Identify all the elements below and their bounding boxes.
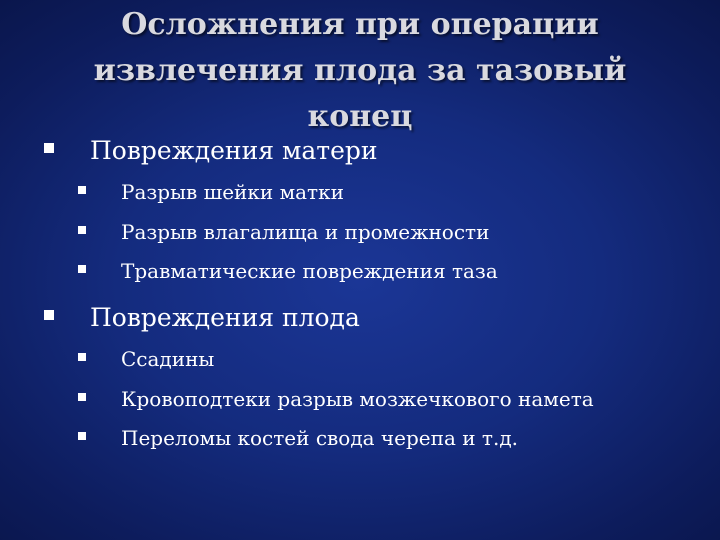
square-bullet-icon (78, 186, 86, 194)
list-item-label: Переломы костей свода черепа и т.д. (121, 425, 519, 450)
section-heading-fetus (44, 301, 360, 332)
square-bullet-icon (44, 143, 54, 153)
title-line-2: извлечения плода за тазовый (93, 53, 627, 88)
list-item-label: Ссадины (121, 346, 215, 371)
square-bullet-icon (44, 310, 54, 320)
list-item-label: Кровоподтеки разрыв мозжечкового намета (121, 386, 594, 411)
list-item (78, 178, 344, 204)
square-bullet-icon (78, 226, 86, 234)
list-item (78, 345, 214, 371)
list-item-label: Разрыв шейки матки (121, 179, 344, 204)
list-item (78, 424, 518, 450)
square-bullet-icon (78, 432, 86, 440)
section-heading-label: Повреждения матери (90, 136, 378, 165)
square-bullet-icon (78, 265, 86, 273)
list-item (78, 257, 498, 283)
slide-title (60, 2, 660, 140)
section-heading-label: Повреждения плода (90, 303, 360, 332)
square-bullet-icon (78, 353, 86, 361)
list-item-label: Травматические повреждения таза (121, 258, 498, 283)
square-bullet-icon (78, 393, 86, 401)
title-line-3: конец (307, 99, 413, 134)
section-heading-mother (44, 134, 378, 165)
list-item (78, 218, 489, 244)
title-line-1: Осложнения при операции (121, 7, 599, 42)
list-item-label: Разрыв влагалища и промежности (121, 219, 490, 244)
list-item (78, 385, 594, 411)
